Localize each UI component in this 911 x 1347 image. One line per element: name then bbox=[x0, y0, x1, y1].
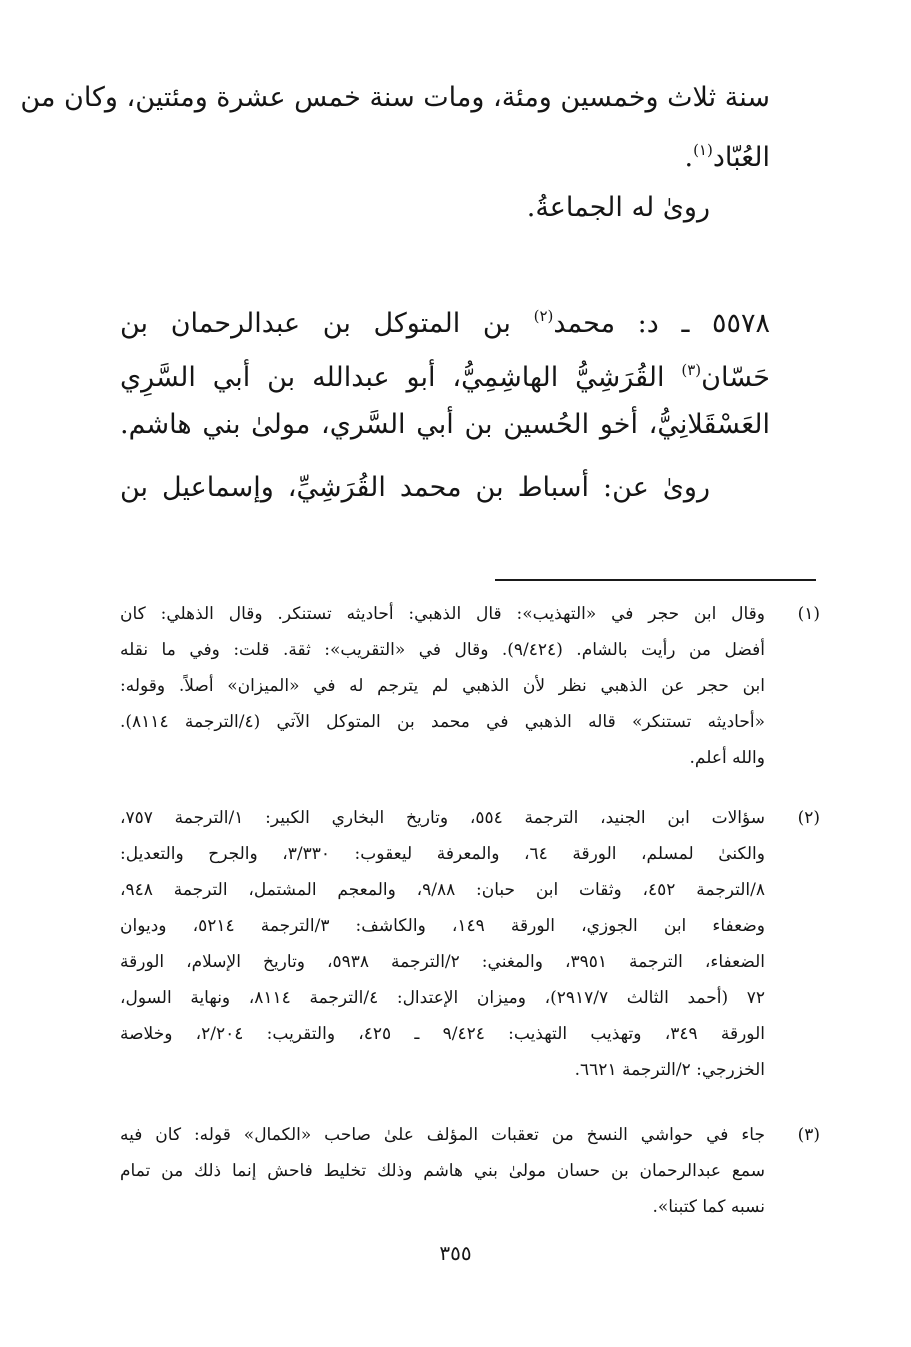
footnote-2 bbox=[120, 800, 820, 1100]
footnote-line: والكنىٰ لمسلم، الورقة ٦٤، والمعرفة ليعقوب: ٣/٣٣٠، والجرح والتعديل: bbox=[120, 844, 765, 864]
page-number: ٣٥٥ bbox=[439, 1241, 472, 1265]
footnote-line: سؤالات ابن الجنيد، الترجمة ٥٥٤، وتاريخ البخاري الكبير: ١/الترجمة ٧٥٧، bbox=[120, 808, 766, 828]
footnote-divider bbox=[495, 579, 816, 581]
main-line-2 bbox=[120, 130, 770, 178]
footnote-line: ابن حجر عن الذهبي نظر لأن الذهبي لم يترجم له في «الميزان» أصلاً. وقوله: bbox=[120, 676, 765, 696]
main-line-1: سنة ثلاث وخمسين ومئة، ومات سنة خمس عشرة ومئتين، وكان من bbox=[20, 82, 770, 113]
footnote-line: والله أعلم. bbox=[689, 748, 765, 768]
footnote-line: «أحاديثه تستنكر» قاله الذهبي في محمد بن المتوكل الآتي (٤/الترجمة ٨١١٤). bbox=[120, 712, 765, 732]
footnote-number: (٢) bbox=[797, 808, 820, 828]
footnote-3 bbox=[120, 1117, 820, 1227]
footnote-line: الضعفاء، الترجمة ٣٩٥١، والمغني: ٢/الترجمة ٥٩٣٨، وتاريخ الإسلام، الورقة bbox=[120, 952, 766, 972]
entry-line-2-start: حَسّان bbox=[701, 362, 770, 393]
footnote-1 bbox=[120, 596, 820, 786]
footnote-number: (١) bbox=[797, 604, 820, 624]
entry-line-2 bbox=[120, 350, 770, 398]
entry-line-3: العَسْقَلانِيُّ، أخو الحُسين بن أبي السَّري، مولىٰ بني هاشم. bbox=[120, 409, 770, 440]
main-line-2-end: . bbox=[684, 142, 694, 173]
footnote-line: الخزرجي: ٢/الترجمة ٦٦٢١. bbox=[574, 1060, 765, 1080]
footnote-line: وضعفاء ابن الجوزي، الورقة ١٤٩، والكاشف: ٣/الترجمة ٥٢١٤، وديوان bbox=[120, 916, 765, 936]
footnote-ref-1[interactable]: (١) bbox=[693, 141, 713, 159]
entry-line-4: روىٰ عن: أسباط بن محمد القُرَشِيِّ، وإسماعيل بن bbox=[120, 472, 710, 503]
footnote-number: (٣) bbox=[797, 1125, 820, 1145]
main-line-3: روىٰ له الجماعةُ. bbox=[526, 192, 710, 223]
footnote-line: جاء في حواشي النسخ من تعقبات المؤلف علىٰ صاحب «الكمال» قوله: كان فيه bbox=[120, 1125, 765, 1145]
footnote-line: ٧٢ (أحمد الثالث ٢٩١٧/٧)، وميزان الإعتدال: ٤/الترجمة ٨١١٤، ونهاية السول، bbox=[120, 988, 766, 1008]
footnote-line: نسبه كما كتبنا». bbox=[652, 1197, 765, 1217]
footnote-ref-2[interactable]: (٢) bbox=[533, 307, 554, 325]
footnote-ref-3[interactable]: (٣) bbox=[681, 361, 702, 379]
main-line-2-text: العُبّاد bbox=[712, 142, 770, 173]
entry-heading-start: ٥٥٧٨ ـ د: محمد bbox=[553, 308, 771, 339]
footnote-line: ٨/الترجمة ٤٥٢، وثقات ابن حبان: ٩/٨٨، والمعجم المشتمل، الترجمة ٩٤٨، bbox=[120, 880, 765, 900]
entry-heading-line bbox=[120, 296, 770, 344]
entry-line-2-rest: القُرَشِيُّ الهاشِمِيُّ، أبو عبدالله بن أبي السَّرِي bbox=[120, 362, 682, 393]
entry-heading-rest: بن المتوكل بن عبدالرحمان بن bbox=[120, 308, 534, 339]
footnote-line: أفضل من رأيت بالشام. (٩/٤٢٤). وقال في «التقريب»: ثقة. قلت: وفي ما نقله bbox=[120, 640, 765, 660]
footnote-line: الورقة ٣٤٩، وتهذيب التهذيب: ٩/٤٢٤ ـ ٤٢٥، والتقريب: ٢/٢٠٤، وخلاصة bbox=[120, 1024, 765, 1044]
footnote-line: سمع عبدالرحمان بن حسان مولىٰ بني هاشم وذلك تخليط فاحش إنما ذلك من تمام bbox=[120, 1161, 765, 1181]
footnote-line: وقال ابن حجر في «التهذيب»: قال الذهبي: أحاديثه تستنكر. وقال الذهلي: كان bbox=[120, 604, 765, 624]
